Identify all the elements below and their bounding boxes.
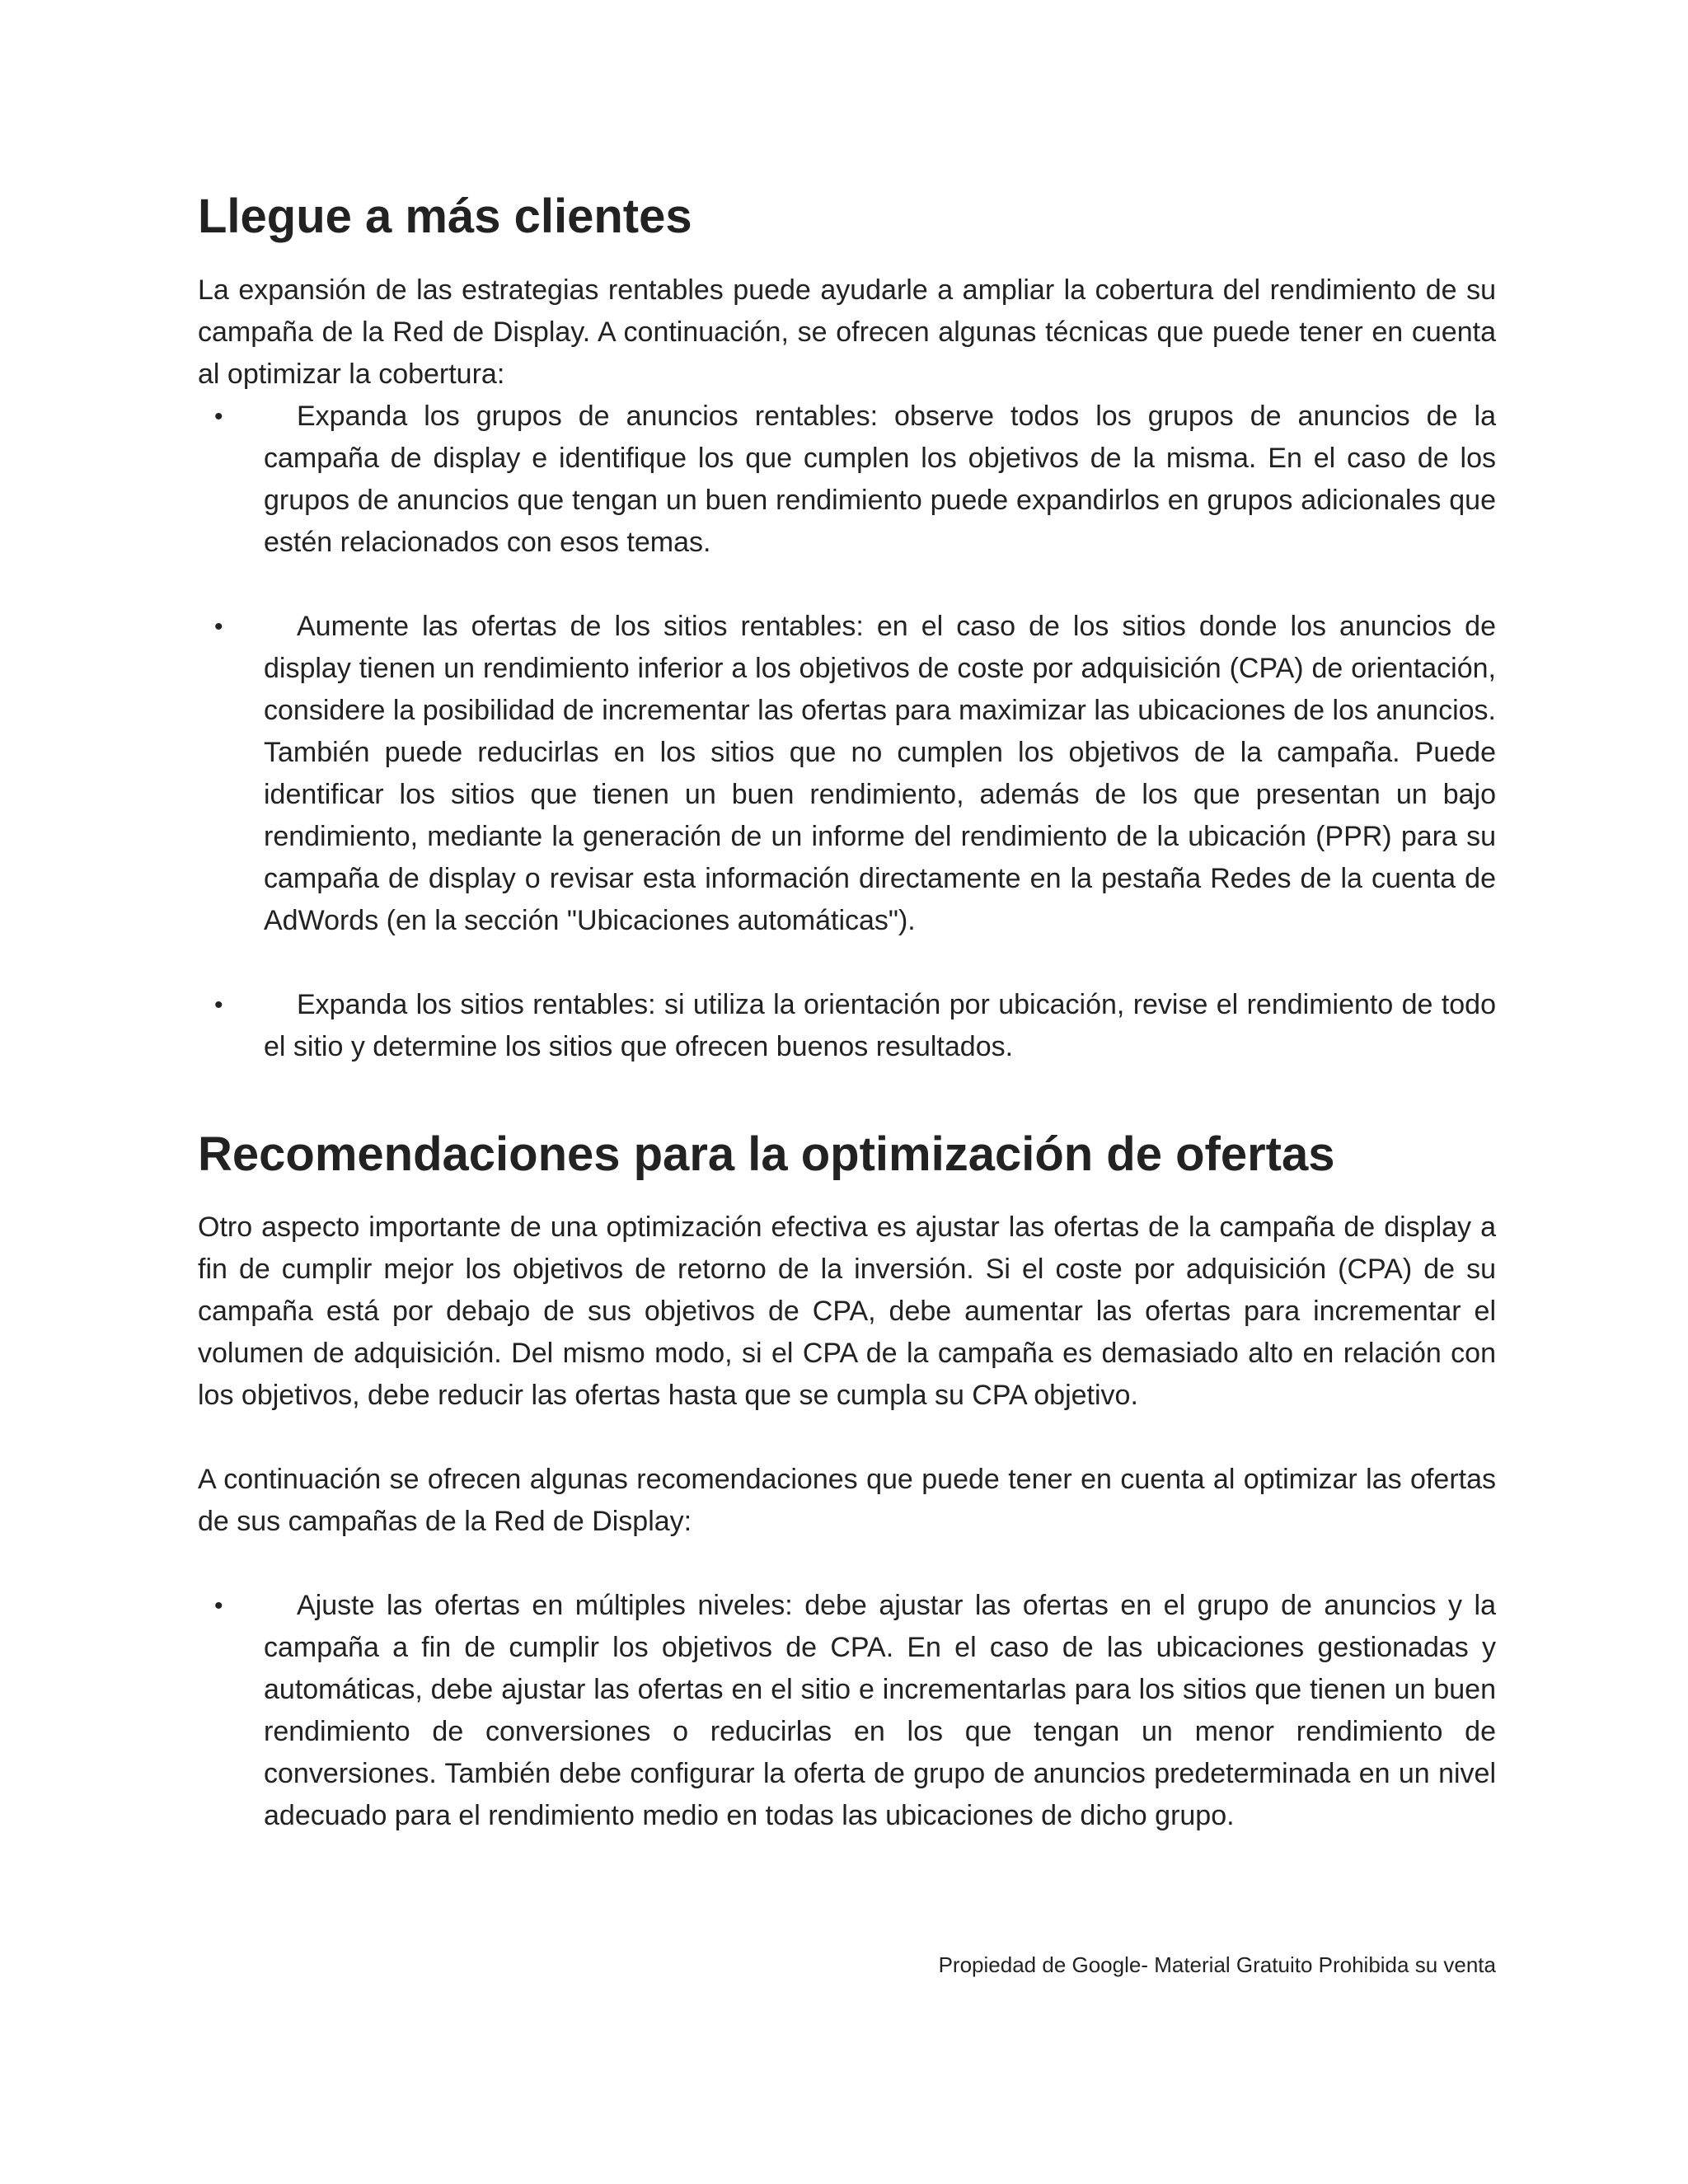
bullet-icon: • [214,1592,223,1620]
list-item-text: Ajuste las ofertas en múltiples niveles: debe ajustar las ofertas en el grupo de anuncios y la campaña a fin de cumplir los objetivos de CPA. En el caso de las ubicaciones gestionadas y automáticas, debe ajustar las ofertas en el sitio e incrementarlas para los sitios que tienen un buen rendimiento de conversiones o reducirlas en los que tengan un menor rendimiento de conversiones. También debe configurar la oferta de grupo de anuncios predeterminada en un nivel adecuado para el rendimiento medio en todas las ubicaciones de dicho grupo. [264,1590,1496,1832]
list-item-text: Expanda los sitios rentables: si utiliza la orientación por ubicación, revise el rendimiento de todo el sitio y determine los sitios que ofrecen buenos resultados. [264,988,1496,1062]
intro-paragraph: La expansión de las estrategias rentables puede ayudarle a ampliar la cobertura del rendimiento de su campaña de la Red de Display. A continuación, se ofrecen algunas técnicas que puede tener en cuenta al optimizar la cobertura: [198,274,1496,390]
document-page [198,190,1496,1837]
page-footer: Propiedad de Google- Material Gratuito Prohibida su venta [938,1952,1496,1977]
bullet-icon: • [214,991,223,1019]
list-item-text: Expanda los grupos de anuncios rentables: observe todos los grupos de anuncios de la campaña de display e identifique los que cumplen los objetivos de la misma. En el caso de los grupos de anuncios que tengan un buen rendimiento puede expandirlos en grupos adicionales que estén relacionados con esos temas. [264,400,1496,558]
bid-recommendations-list [198,1585,1496,1837]
bid-paragraph: Otro aspecto importante de una optimización efectiva es ajustar las ofertas de la campaña de display a fin de cumplir mejor los objetivos de retorno de la inversión. Si el coste por adquisición (CPA) de su campaña está por debajo de sus objetivos de CPA, debe aumentar las ofertas para incrementar el volumen de adquisición. Del mismo modo, si el CPA de la campaña es demasiado alto en relación con los objetivos, debe reducir las ofertas hasta que se cumpla su CPA objetivo. [198,1212,1496,1412]
bullet-icon: • [214,612,223,640]
list-item [198,396,1496,564]
list-item [198,984,1496,1068]
reach-techniques-list [198,396,1496,1068]
section-heading-bid-optimization: Recomendaciones para la optimización de ofertas [198,1127,1335,1181]
list-item [198,1585,1496,1837]
section-heading-reach: Llegue a más clientes [198,190,692,243]
list-item-text: Aumente las ofertas de los sitios rentables: en el caso de los sitios donde los anuncios de display tienen un rendimiento inferior a los objetivos de coste por adquisición (CPA) de orientación, considere la posibilidad de incrementar las ofertas para maximizar las ubicaciones de los anuncios. También puede reducirlas en los sitios que no cumplen los objetivos de la campaña. Puede identificar los sitios que tienen un buen rendimiento, además de los que presentan un bajo rendimiento, mediante la generación de un informe del rendimiento de la ubicación (PPR) para su campaña de display o revisar esta información directamente en la pestaña Redes de la cuenta de AdWords (en la sección "Ubicaciones automáticas"). [264,610,1496,936]
bullet-icon: • [214,402,223,430]
recommendations-intro-paragraph: A continuación se ofrecen algunas recomendaciones que puede tener en cuenta al optimizar las ofertas de sus campañas de la Red de Display: [198,1464,1496,1538]
list-item [198,606,1496,942]
